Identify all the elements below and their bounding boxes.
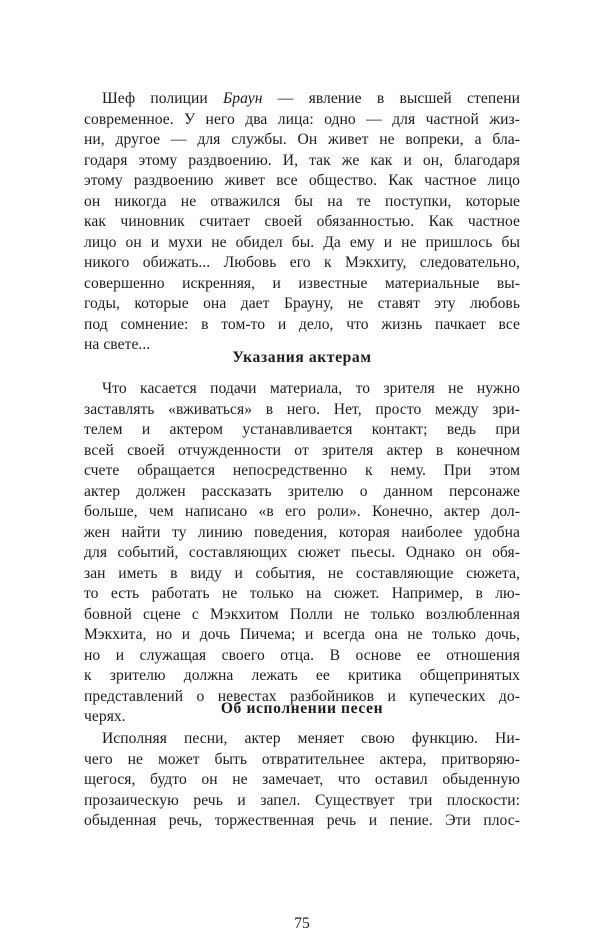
text-line: совершенно искренняя, и известные материальные вы- [84,274,520,292]
text-line: но и служащая своего отца. В основе ее отношения [84,646,520,664]
text-line: обыденная речь, торжественная речь и пение. Эти плос- [84,812,520,829]
text-line: современное. У него два лица: одно — для частной жиз- [84,110,520,128]
paragraph-song-performance [84,729,520,832]
text-line: бовной сцене с Мэкхитом Полли не только возлюбленная [84,605,520,623]
section-heading-songs: Об исполнении песен [220,700,384,717]
text-line: он никогда не отважился бы на те поступки, которые [84,192,520,210]
text-line: этому раздвоению живет все общество. Как частное лицо [84,172,520,189]
text-line: жен найти ту линию поведения, которая наиболее удобна [84,523,520,541]
text-line: всей своей отчужденности от зрителя актер в конечном [84,441,520,459]
text-line: щегося, будто он не замечает, что оставил обыденную [84,771,520,788]
text-line: счете обращается непосредственно к нему. При этом [84,462,520,479]
text-line: Мэкхита, но и дочь Пичема; и всегда она не только дочь, [84,626,520,643]
page-number: 75 [294,915,310,932]
text-line: к зрителю должна лежать ее критика общепринятых [84,667,520,684]
italic-name: Браун [223,90,263,107]
text-line: актер должен рассказать зрителю о данном персонаже [84,482,520,500]
paragraph-police-chief [84,89,520,356]
text-line: больше, чем написано «в его роли». Конечно, актер дол- [84,503,520,520]
text-line: то есть работать не только на сюжет. Например, в лю- [84,585,520,602]
text-line: прозаическую речь и запел. Существует три плоскости: [84,791,520,809]
text-line: годаря этому раздвоению. И, так же как и он, благодаря [84,151,520,169]
text-line: никого обижать... Любовь его к Мэкхиту, следовательно, [84,254,520,271]
text-line: Исполняя песни, актер меняет свою функцию. Ни- [102,730,520,747]
text-line: как чиновник считает своей обязанностью. Как частное [84,213,520,230]
text-line: годы, которые она дает Брауну, не ставят эту любовь [84,295,520,312]
text-line: телем и актером устанавливается контакт; ведь при [84,421,520,438]
text-line: чего не может быть отвратительнее актера, притворяю- [84,750,520,768]
text-line: ни, другое — для службы. Он живет не вопреки, а бла- [84,131,520,148]
text-line: лицо он и мухи не обидел бы. Да ему и не пришлось бы [84,233,520,251]
text-line: зан иметь в виду и события, не составляющие сюжета, [84,564,520,582]
text-line: представлений о невестах разбойников и купеческих до- [84,687,520,705]
text-line: Шеф полиции Браун — явление в высшей степени [102,90,520,107]
text-line: Что касается подачи материала, то зрителя не нужно [102,380,520,397]
text-line: заставлять «вживаться» в него. Нет, просто между зри- [84,400,520,418]
paragraph-actor-instructions [84,379,520,728]
text-line: черях. [84,708,126,725]
section-heading-actors: Указания актерам [232,349,372,366]
text-line: на свете... [84,336,151,353]
text-line: под сомнение: в том-то и дело, что жизнь пачкает все [84,315,520,333]
text-line: для событий, составляющих сюжет пьесы. Однако он обя- [84,544,520,561]
